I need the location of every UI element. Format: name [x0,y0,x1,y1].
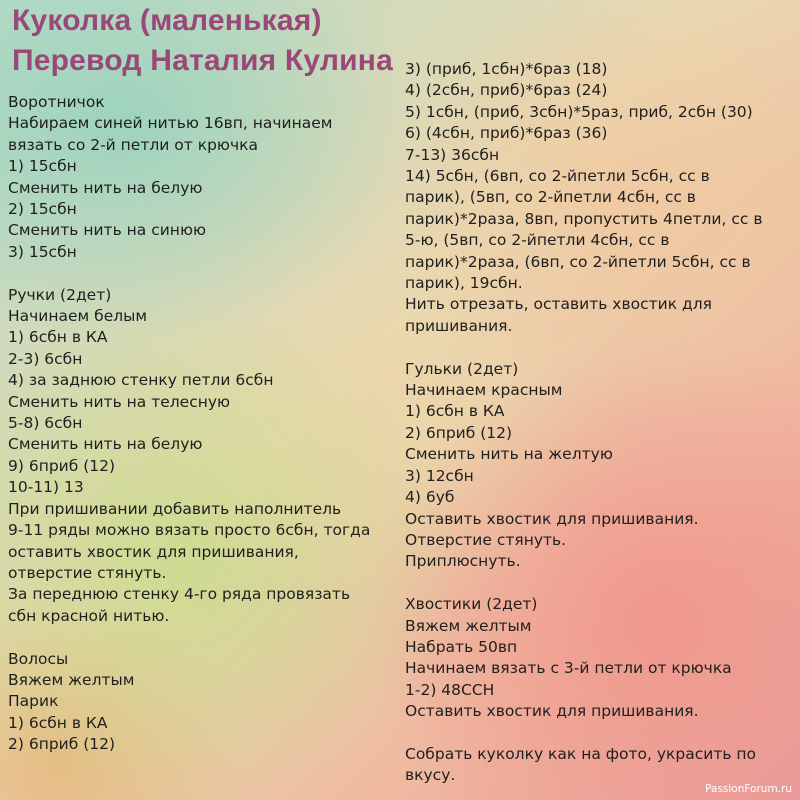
text-line: Начинаем вязать с 3-й петли от крючка [405,659,732,678]
text-line: 1) 6сбн в КА [405,402,505,421]
text-line: Оставить хвостик для пришивания. [405,509,699,528]
right-text-column [405,59,790,787]
text-line: парик)*2раза, 8вп, пропустить 4петли, сс в [405,209,763,228]
text-line: вязать со 2-й петли от крючка [8,135,258,154]
text-line: Сменить нить на белую [8,178,203,197]
text-line: 3) 15сбн [8,242,77,261]
text-line: 2) 6приб (12) [405,423,513,442]
blank-line [405,573,790,594]
text-line: 4) (2сбн, приб)*6раз (24) [405,81,608,100]
text-line: Гульки (2дет) [405,359,519,378]
text-line: Оставить хвостик для пришивания. [405,702,699,721]
text-line: 3) 12сбн [405,466,474,485]
text-line: Сменить нить на телесную [8,392,231,411]
text-line: 3) (приб, 1сбн)*6раз (18) [405,60,608,78]
text-line: 1) 15сбн [8,157,77,176]
text-line: 4) за заднюю стенку петли 6сбн [8,371,274,390]
text-line: 2-3) 6сбн [8,349,83,368]
text-line: Хвостики (2дет) [405,595,538,614]
title-line-1: Куколка (маленькая) [12,4,322,37]
blank-line [405,723,790,744]
text-line: Отверстие стянуть. [405,530,567,549]
text-line: Нить отрезать, оставить хвостик для [405,295,712,314]
text-line: 1-2) 48ССН [405,680,495,699]
text-line: Волосы [8,649,69,668]
text-line: 9) 6приб (12) [8,456,116,475]
text-line: Собрать куколку как на фото, украсить по [405,744,757,763]
text-line: 9-11 ряды можно вязать просто 6сбн, тогда [8,521,371,540]
text-line: Сменить нить на белую [8,435,203,454]
text-line: Сменить нить на желтую [405,445,613,464]
text-line: 6) (4сбн, приб)*6раз (36) [405,124,608,143]
text-line: За переднюю стенку 4-го ряда провязать [8,585,351,604]
text-line: Парик [8,692,59,711]
text-line: 2) 6приб (12) [8,735,116,754]
text-line: 5) 1сбн, (приб, 3сбн)*5раз, приб, 2сбн (30) [405,102,753,121]
text-line: 1) 6сбн в КА [8,328,108,347]
text-line: 5-ю, (5вп, со 2-йпетли 4сбн, сс в [405,231,670,250]
text-line: Начинаем красным [405,381,563,400]
text-line: парик)*2раза, (6вп, со 2-йпетли 5сбн, сс в [405,252,751,271]
text-line: 10-11) 13 [8,478,84,497]
text-line: Набрать 50вп [405,637,518,656]
left-text-column [8,92,396,756]
blank-line [8,627,396,648]
text-line: Вяжем желтым [405,616,532,635]
text-line: 7-13) 36сбн [405,145,500,164]
text-line: 4) 6уб [405,488,455,507]
title-line-2: Перевод Наталия Кулина [12,44,393,77]
text-line: оставить хвостик для пришивания, [8,542,299,561]
text-line: отверстие стянуть. [8,563,167,582]
text-line: Вяжем желтым [8,670,135,689]
text-line: Сменить нить на синюю [8,221,207,240]
blank-line [8,263,396,284]
text-line: вкусу. [405,766,456,785]
text-line: 1) 6сбн в КА [8,713,108,732]
text-line: 5-8) 6сбн [8,414,83,433]
text-line: 14) 5сбн, (6вп, со 2-йпетли 5сбн, сс в [405,167,710,186]
text-line: Набираем синей нитью 16вп, начинаем [8,114,333,133]
text-line: пришивания. [405,316,513,335]
text-line: Ручки (2дет) [8,285,112,304]
text-line: парик), (5вп, со 2-йпетли 4сбн, сс в [405,188,696,207]
text-line: Приплюснуть. [405,552,521,571]
text-line: 2) 15сбн [8,200,77,219]
text-line: Начинаем белым [8,307,148,326]
blank-line [405,337,790,358]
watermark: PassionForum.ru [705,783,792,795]
text-line: сбн красной нитью. [8,606,170,625]
text-line: парик), 19сбн. [405,274,523,293]
text-line: Воротничок [8,93,105,111]
text-line: При пришивании добавить наполнитель [8,499,342,518]
